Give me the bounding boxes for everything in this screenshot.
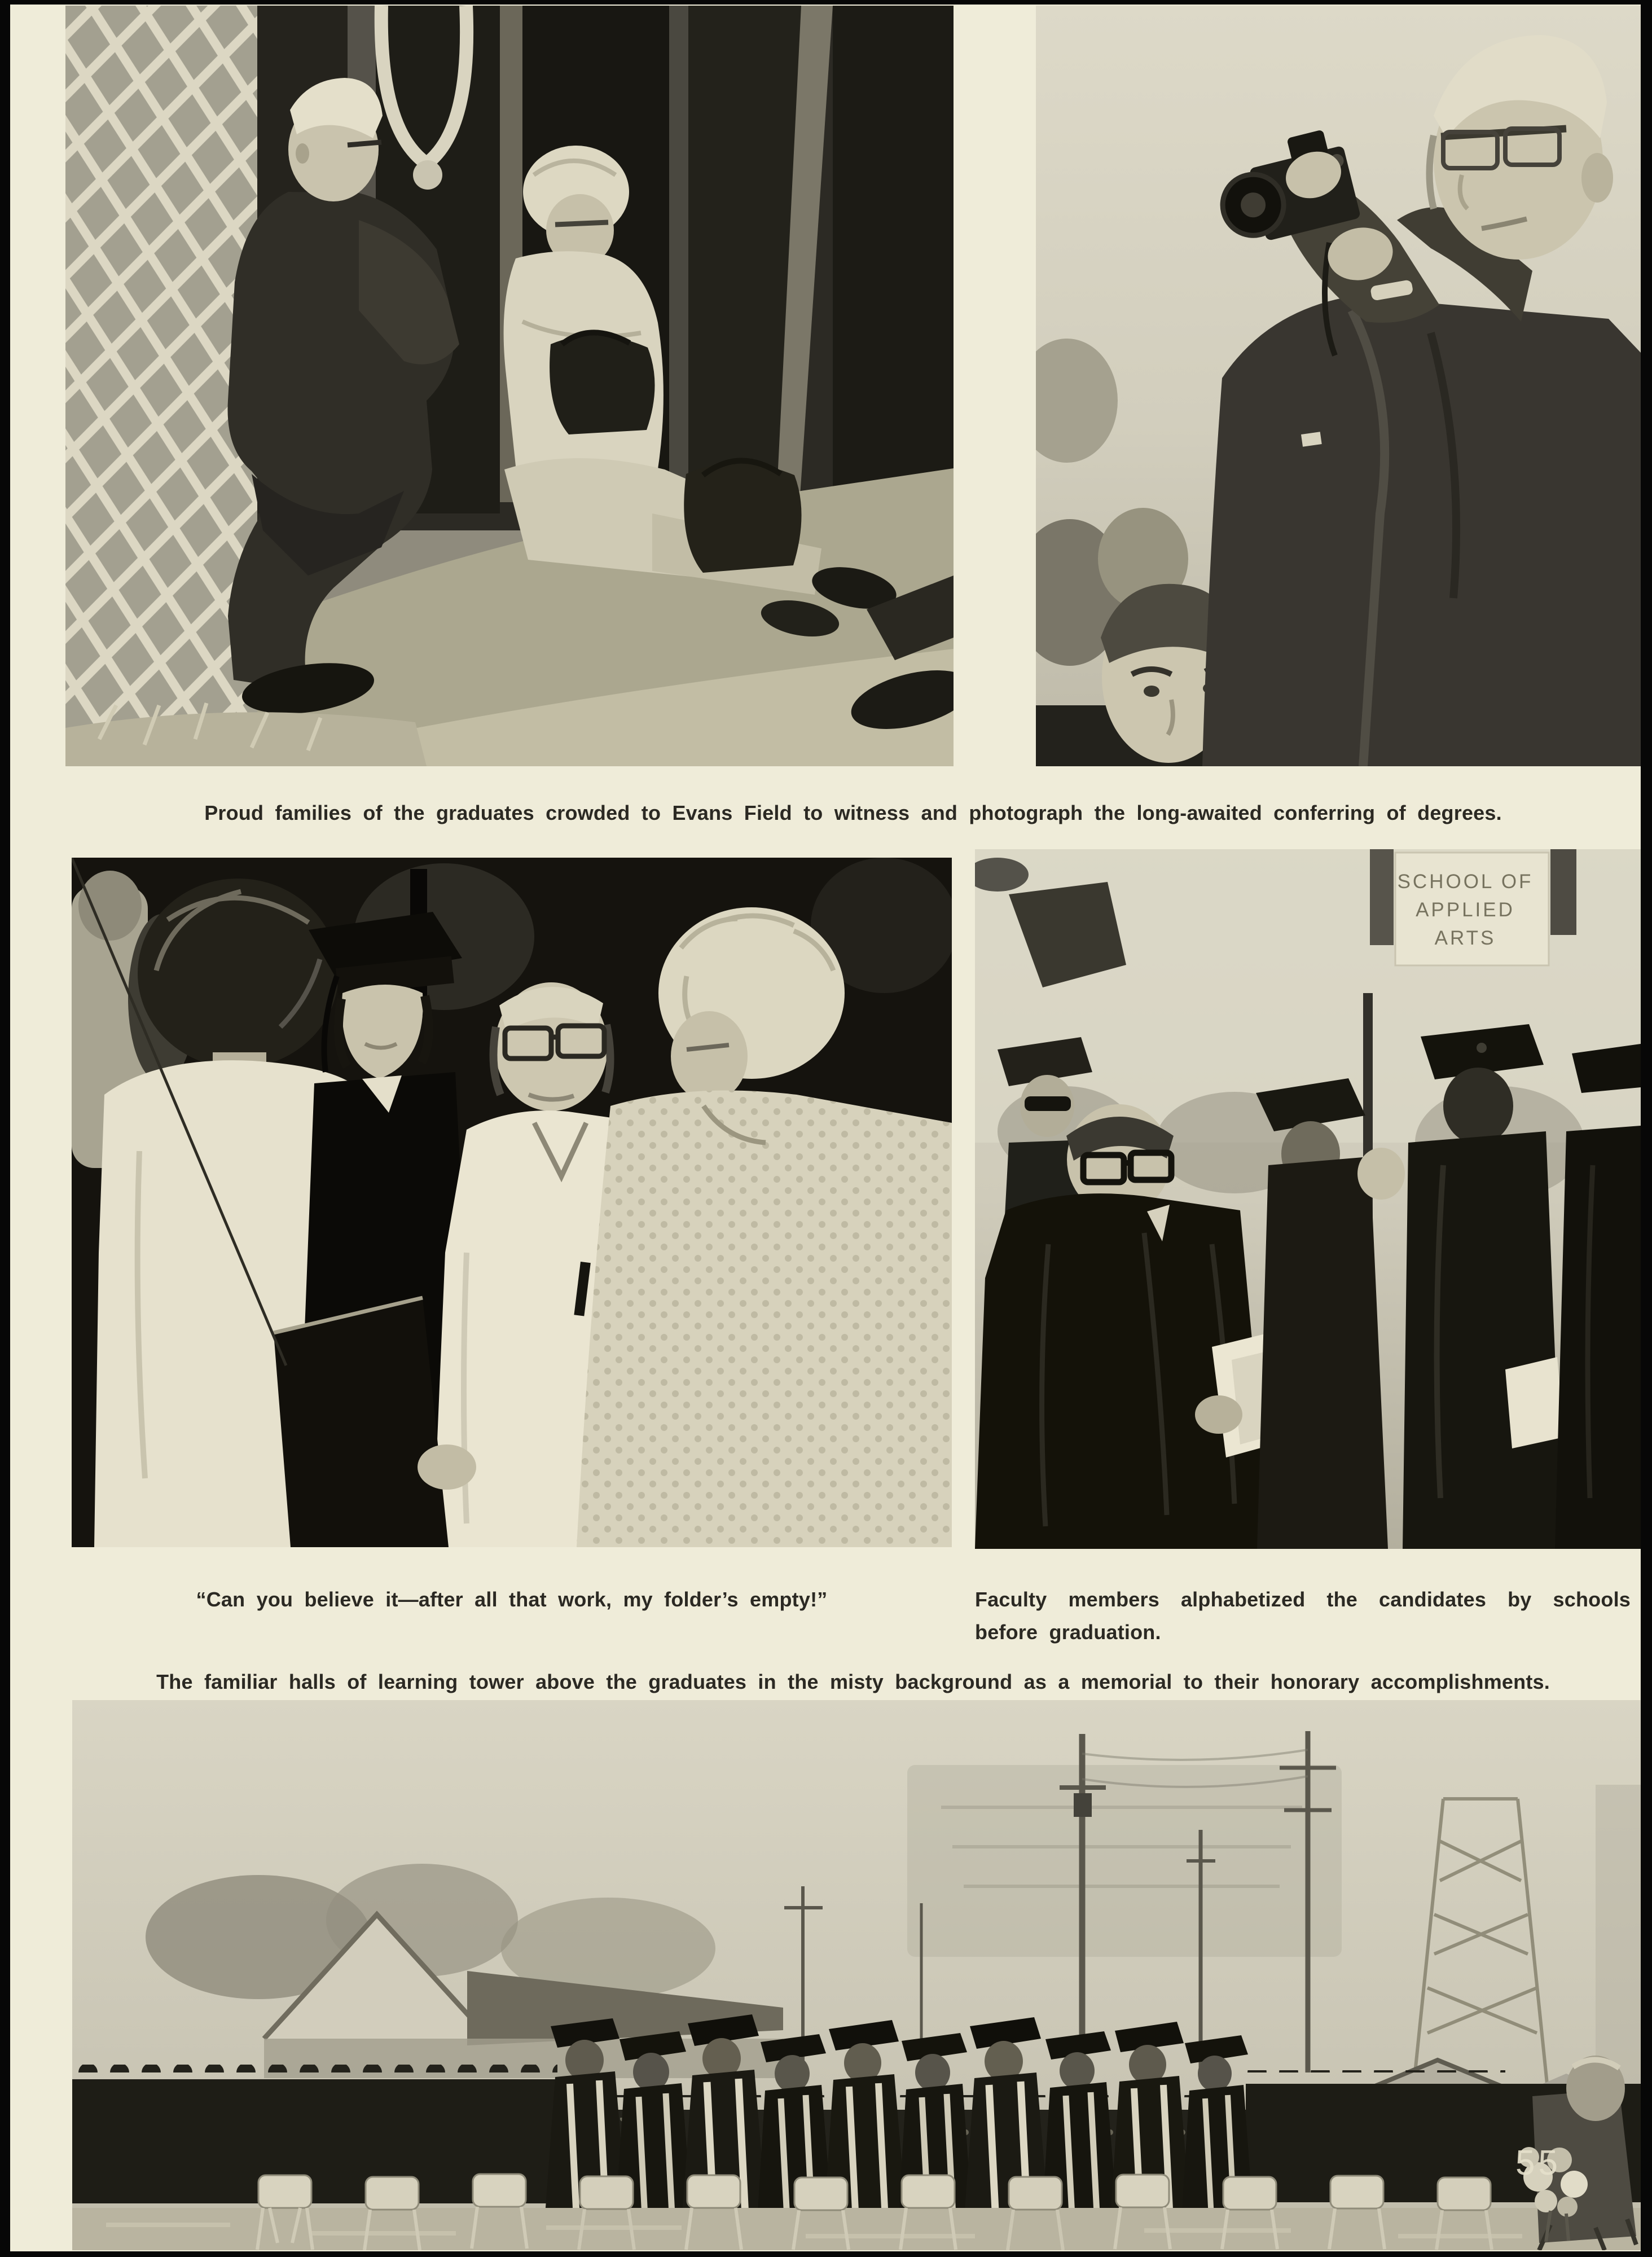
- caption-top: Proud families of the graduates crowded to Evans Field to witness and photograph the long-awaited conferring of degrees.: [204, 801, 1502, 824]
- photo-man-with-camera-art: [1036, 6, 1641, 766]
- caption-middle-right: Faculty members alphabetized the candidates by schools before graduation.: [975, 1588, 1631, 1644]
- caption-bottom: The familiar halls of learning tower above the graduates in the misty background as a memorial to their honorary accomplishments.: [156, 1670, 1550, 1693]
- sign-line-1: SCHOOL OF: [1397, 871, 1534, 893]
- photo-commencement-field-art: [72, 1700, 1641, 2250]
- page-number: 55: [1515, 2144, 1561, 2183]
- photo-family-on-grass-art: [65, 6, 954, 766]
- sign-line-3: ARTS: [1434, 927, 1496, 949]
- school-of-applied-arts-sign: [1387, 868, 1543, 952]
- photo-man-with-camera: [1036, 6, 1641, 766]
- caption-middle-left: “Can you believe it—after all that work, my folder’s empty!”: [196, 1588, 828, 1611]
- photo-graduate-with-family: [72, 858, 952, 1547]
- sign-line-2: APPLIED: [1416, 899, 1515, 921]
- photo-faculty-lineup: [975, 849, 1641, 1549]
- photo-graduate-with-family-art: [72, 858, 952, 1547]
- photo-faculty-lineup-art: [975, 849, 1641, 1549]
- photo-commencement-field: [72, 1700, 1641, 2250]
- photo-family-on-grass: [65, 6, 954, 766]
